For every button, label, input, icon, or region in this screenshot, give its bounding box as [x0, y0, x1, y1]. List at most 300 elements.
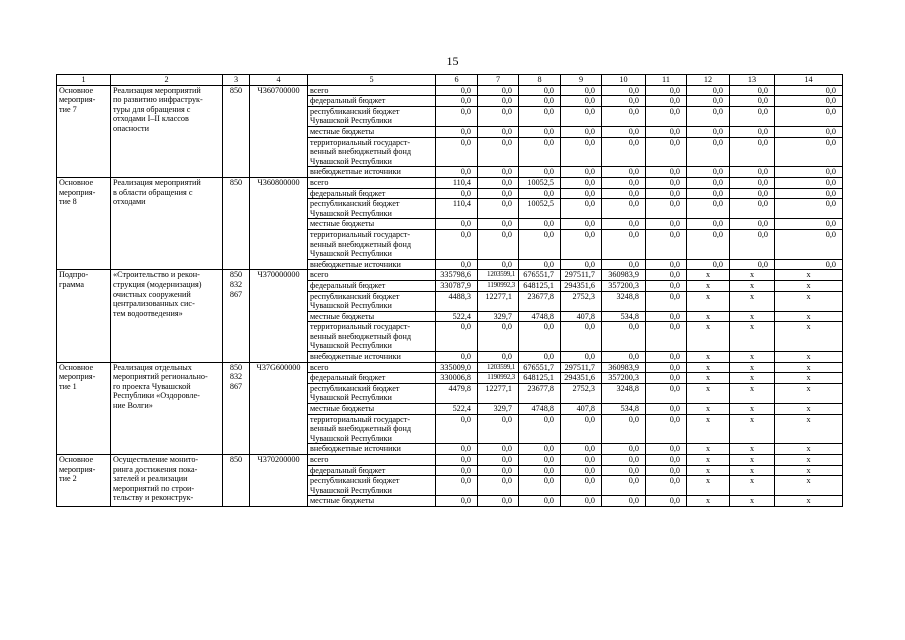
amount-cell: 0,0 [436, 126, 478, 137]
table-row [57, 85, 843, 96]
amount-cell: x [730, 465, 775, 476]
funding-source-line: федеральный бюджет [310, 465, 386, 475]
amount-cell: 0,0 [561, 496, 602, 507]
funding-source-line: федеральный бюджет [310, 96, 386, 106]
amount-cell: 0,0 [436, 496, 478, 507]
program-name-line: мероприятий регионально- [113, 372, 208, 382]
amount-cell: 0,0 [730, 85, 775, 96]
amount-cell: 676551,7 [519, 270, 561, 281]
funding-source-line: Чувашской Республики [310, 341, 392, 351]
amount-cell: 0,0 [602, 85, 646, 96]
amount-cell: 357200,3 [602, 280, 646, 291]
amount-cell: 0,0 [602, 199, 646, 219]
amount-cell: x [687, 465, 730, 476]
amount-cell: 4488,3 [436, 291, 478, 311]
status-type-line: мероприя- [59, 187, 96, 197]
amount-cell: 0,0 [687, 85, 730, 96]
amount-cell: 294351,6 [561, 373, 602, 384]
grbs-code-line: 850 [229, 270, 243, 280]
amount-cell: x [687, 476, 730, 496]
amount-cell: 0,0 [602, 476, 646, 496]
amount-cell: 0,0 [561, 96, 602, 107]
program-name-line: очистных сооружений [113, 289, 191, 299]
funding-source [308, 137, 436, 167]
amount-cell: x [687, 362, 730, 373]
amount-cell: 23677,8 [519, 291, 561, 311]
program-name-line: отходами I–II классов [113, 114, 189, 124]
amount-cell: 3248,8 [602, 291, 646, 311]
amount-cell: 0,0 [478, 85, 519, 96]
amount-cell: x [687, 280, 730, 291]
amount-cell: 0,0 [646, 352, 687, 363]
funding-source-line: всего [310, 270, 329, 280]
amount-cell: 0,0 [561, 85, 602, 96]
funding-source [308, 414, 436, 444]
amount-cell: x [687, 404, 730, 415]
amount-cell: 0,0 [602, 188, 646, 199]
amount-cell: x [775, 311, 843, 322]
amount-cell: x [687, 322, 730, 352]
budget-classification-code: Ч360700000 [250, 85, 308, 177]
funding-source-line: всего [310, 362, 329, 372]
amount-cell: 0,0 [646, 496, 687, 507]
amount-cell: 0,0 [775, 177, 843, 188]
amount-cell: x [730, 352, 775, 363]
table-row [57, 455, 843, 466]
amount-cell: 0,0 [646, 404, 687, 415]
amount-cell: 0,0 [436, 414, 478, 444]
amount-cell: 4479,8 [436, 383, 478, 403]
funding-source-line: местные бюджеты [310, 126, 375, 136]
funding-source [308, 322, 436, 352]
amount-cell: 0,0 [602, 259, 646, 270]
program-name-line: Осуществление монито- [113, 455, 199, 465]
amount-cell: 0,0 [519, 137, 561, 167]
amount-cell: x [775, 291, 843, 311]
amount-cell: 2752,3 [561, 383, 602, 403]
amount-cell: x [687, 383, 730, 403]
amount-cell: 0,0 [436, 219, 478, 230]
amount-cell: 0,0 [646, 444, 687, 455]
grbs-code [223, 362, 250, 454]
funding-source-line: территориальный государст- [310, 137, 411, 147]
amount-cell: x [775, 383, 843, 403]
amount-cell: 0,0 [478, 219, 519, 230]
amount-cell: 0,0 [646, 219, 687, 230]
status-type-line: тие 8 [59, 197, 77, 207]
amount-cell: 0,0 [561, 322, 602, 352]
amount-cell: 23677,8 [519, 383, 561, 403]
amount-cell: 0,0 [602, 177, 646, 188]
amount-cell: x [687, 414, 730, 444]
amount-cell: x [730, 270, 775, 281]
funding-source [308, 455, 436, 466]
amount-cell: 0,0 [730, 229, 775, 259]
amount-cell: x [775, 414, 843, 444]
column-number: 2 [111, 75, 223, 86]
amount-cell: 0,0 [436, 352, 478, 363]
amount-cell: 0,0 [478, 229, 519, 259]
amount-cell: 0,0 [478, 444, 519, 455]
status-type [57, 85, 111, 177]
amount-cell: x [775, 362, 843, 373]
funding-source-line: Чувашской Республики [310, 116, 392, 126]
amount-cell: 0,0 [730, 199, 775, 219]
status-type-line: тие 7 [59, 104, 77, 114]
amount-cell: 297511,7 [561, 270, 602, 281]
budget-classification-code: Ч37G600000 [250, 362, 308, 454]
funding-source [308, 373, 436, 384]
program-name-line: зателей и реализации [113, 474, 188, 484]
amount-cell: x [687, 291, 730, 311]
funding-source-line: территориальный государст- [310, 229, 411, 239]
amount-cell: 0,0 [519, 476, 561, 496]
amount-cell: 0,0 [519, 219, 561, 230]
amount-cell: 335009,0 [436, 362, 478, 373]
amount-cell: 294351,6 [561, 280, 602, 291]
amount-cell: 329,7 [478, 311, 519, 322]
program-name-line: ние Волги» [113, 401, 153, 411]
grbs-code [223, 455, 250, 507]
amount-cell: 1190992,3 [478, 373, 519, 384]
amount-cell: x [730, 383, 775, 403]
funding-source-line: венный внебюджетный фонд [310, 331, 412, 341]
amount-cell: 110,4 [436, 199, 478, 219]
column-number: 11 [646, 75, 687, 86]
amount-cell: 0,0 [775, 137, 843, 167]
amount-cell: 2752,3 [561, 291, 602, 311]
program-name [111, 270, 223, 362]
amount-cell: x [730, 476, 775, 496]
amount-cell: 0,0 [436, 476, 478, 496]
amount-cell: x [687, 455, 730, 466]
program-name-line: Реализация мероприятий [113, 85, 201, 95]
amount-cell: 0,0 [730, 126, 775, 137]
amount-cell: 0,0 [730, 137, 775, 167]
amount-cell: 0,0 [602, 496, 646, 507]
amount-cell: 0,0 [646, 126, 687, 137]
amount-cell: 0,0 [436, 322, 478, 352]
amount-cell: 0,0 [436, 167, 478, 178]
amount-cell: x [730, 362, 775, 373]
amount-cell: x [775, 444, 843, 455]
amount-cell: 10052,5 [519, 177, 561, 188]
amount-cell: 357200,3 [602, 373, 646, 384]
column-number: 13 [730, 75, 775, 86]
amount-cell: 407,8 [561, 311, 602, 322]
grbs-code-line: 850 [229, 362, 243, 372]
amount-cell: 1203599,1 [478, 270, 519, 281]
amount-cell: 0,0 [646, 96, 687, 107]
amount-cell: x [730, 291, 775, 311]
amount-cell: 0,0 [561, 188, 602, 199]
amount-cell: 0,0 [602, 219, 646, 230]
column-number: 9 [561, 75, 602, 86]
amount-cell: 0,0 [687, 167, 730, 178]
amount-cell: 0,0 [561, 126, 602, 137]
status-type-line: Основное [59, 85, 94, 95]
program-name-line: тем водоотведения» [113, 308, 183, 318]
program-name-line: туры для обращения с [113, 104, 191, 114]
amount-cell: 0,0 [561, 476, 602, 496]
amount-cell: x [775, 352, 843, 363]
funding-source [308, 465, 436, 476]
funding-source-line: местные бюджеты [310, 404, 375, 414]
program-name-line: по развитию инфраструк- [113, 95, 203, 105]
amount-cell: 0,0 [436, 229, 478, 259]
amount-cell: 0,0 [478, 199, 519, 219]
status-type [57, 270, 111, 362]
amount-cell: 0,0 [602, 229, 646, 259]
amount-cell: 0,0 [478, 414, 519, 444]
amount-cell: 0,0 [519, 167, 561, 178]
funding-source [308, 106, 436, 126]
amount-cell: 0,0 [436, 188, 478, 199]
funding-source-line: внебюджетные источники [310, 167, 401, 177]
amount-cell: 330787,9 [436, 280, 478, 291]
amount-cell: x [775, 270, 843, 281]
table-row [57, 270, 843, 281]
grbs-code-line: 867 [229, 289, 243, 299]
amount-cell: x [730, 373, 775, 384]
amount-cell: 0,0 [646, 259, 687, 270]
amount-cell: 0,0 [561, 455, 602, 466]
status-type-line: мероприя- [59, 95, 96, 105]
budget-classification-code: Ч370000000 [250, 270, 308, 362]
column-number: 8 [519, 75, 561, 86]
amount-cell: x [730, 311, 775, 322]
amount-cell: 0,0 [730, 96, 775, 107]
funding-source-line: внебюджетные источники [310, 352, 401, 362]
amount-cell: x [730, 280, 775, 291]
funding-source-line: венный внебюджетный фонд [310, 147, 412, 157]
grbs-code-line: 832 [229, 372, 243, 382]
amount-cell: 0,0 [775, 167, 843, 178]
amount-cell: 360983,9 [602, 270, 646, 281]
amount-cell: 0,0 [561, 137, 602, 167]
funding-source-line: местные бюджеты [310, 496, 375, 506]
amount-cell: 0,0 [730, 259, 775, 270]
amount-cell: 1190992,3 [478, 280, 519, 291]
amount-cell: 0,0 [519, 496, 561, 507]
amount-cell: 0,0 [478, 496, 519, 507]
amount-cell: 0,0 [436, 259, 478, 270]
budget-table [56, 74, 843, 507]
amount-cell: 0,0 [602, 106, 646, 126]
column-number: 12 [687, 75, 730, 86]
amount-cell: 0,0 [687, 199, 730, 219]
amount-cell: 0,0 [436, 455, 478, 466]
amount-cell: 0,0 [561, 199, 602, 219]
amount-cell: 0,0 [561, 177, 602, 188]
column-number: 3 [223, 75, 250, 86]
program-name [111, 85, 223, 177]
amount-cell: 0,0 [519, 465, 561, 476]
program-name-line: ринга достижения пока- [113, 464, 198, 474]
amount-cell: 0,0 [561, 414, 602, 444]
funding-source [308, 496, 436, 507]
status-type-line: тие 2 [59, 474, 77, 484]
table-row [57, 177, 843, 188]
amount-cell: 0,0 [730, 188, 775, 199]
funding-source-line: венный внебюджетный фонд [310, 424, 412, 434]
amount-cell: x [775, 455, 843, 466]
funding-source [308, 199, 436, 219]
funding-source [308, 444, 436, 455]
amount-cell: 0,0 [775, 96, 843, 107]
page-number: 15 [446, 54, 459, 68]
amount-cell: 0,0 [646, 476, 687, 496]
column-number: 5 [308, 75, 436, 86]
amount-cell: x [687, 311, 730, 322]
funding-source-line: территориальный государст- [310, 414, 411, 424]
amount-cell: 0,0 [436, 444, 478, 455]
column-number: 14 [775, 75, 843, 86]
amount-cell: 0,0 [687, 96, 730, 107]
amount-cell: 0,0 [646, 291, 687, 311]
amount-cell: 0,0 [478, 455, 519, 466]
amount-cell: 0,0 [478, 177, 519, 188]
amount-cell: 12277,1 [478, 291, 519, 311]
funding-source-line: Чувашской Республики [310, 208, 392, 218]
amount-cell: 0,0 [687, 106, 730, 126]
amount-cell: 0,0 [436, 106, 478, 126]
amount-cell: 329,7 [478, 404, 519, 415]
amount-cell: x [730, 444, 775, 455]
funding-source-line: всего [310, 455, 329, 465]
amount-cell: 0,0 [646, 373, 687, 384]
funding-source-line: Чувашской Республики [310, 485, 392, 495]
funding-source [308, 96, 436, 107]
funding-source [308, 259, 436, 270]
amount-cell: 360983,9 [602, 362, 646, 373]
amount-cell: 0,0 [646, 322, 687, 352]
status-type-line: Подпро- [59, 270, 89, 280]
amount-cell: 0,0 [775, 106, 843, 126]
funding-source [308, 177, 436, 188]
amount-cell: 0,0 [687, 259, 730, 270]
program-name-line: отходами [113, 197, 146, 207]
amount-cell: x [775, 280, 843, 291]
amount-cell: 0,0 [436, 137, 478, 167]
amount-cell: 0,0 [602, 322, 646, 352]
amount-cell: x [687, 496, 730, 507]
amount-cell: 0,0 [687, 126, 730, 137]
amount-cell: 0,0 [519, 126, 561, 137]
amount-cell: 0,0 [519, 414, 561, 444]
column-number: 7 [478, 75, 519, 86]
status-type-line: тие 1 [59, 381, 77, 391]
amount-cell: 522,4 [436, 311, 478, 322]
budget-classification-code: Ч370200000 [250, 455, 308, 507]
amount-cell: 0,0 [519, 352, 561, 363]
funding-source [308, 383, 436, 403]
funding-source-line: венный внебюджетный фонд [310, 239, 412, 249]
status-type [57, 455, 111, 507]
funding-source-line: внебюджетные источники [310, 259, 401, 269]
status-type-line: Основное [59, 177, 94, 187]
amount-cell: 0,0 [775, 188, 843, 199]
amount-cell: 0,0 [519, 444, 561, 455]
program-name-line: Реализация мероприятий [113, 177, 201, 187]
funding-source-line: республиканский бюджет [310, 106, 400, 116]
amount-cell: x [775, 373, 843, 384]
amount-cell: 0,0 [687, 219, 730, 230]
amount-cell: 0,0 [775, 199, 843, 219]
amount-cell: 0,0 [646, 167, 687, 178]
budget-classification-code: Ч360800000 [250, 177, 308, 269]
amount-cell: 0,0 [646, 270, 687, 281]
amount-cell: 407,8 [561, 404, 602, 415]
amount-cell: 0,0 [775, 126, 843, 137]
amount-cell: 0,0 [775, 259, 843, 270]
funding-source-line: территориальный государст- [310, 322, 411, 332]
program-name-line: го проекта Чувашской [113, 381, 191, 391]
amount-cell: x [687, 270, 730, 281]
status-type-line: мероприя- [59, 464, 96, 474]
program-name-line: тельству и реконструк- [113, 493, 194, 503]
table-row [57, 362, 843, 373]
amount-cell: 0,0 [478, 126, 519, 137]
funding-source [308, 291, 436, 311]
funding-source-line: местные бюджеты [310, 311, 375, 321]
amount-cell: 0,0 [561, 352, 602, 363]
amount-cell: 297511,7 [561, 362, 602, 373]
amount-cell: 0,0 [519, 188, 561, 199]
amount-cell: 0,0 [602, 444, 646, 455]
amount-cell: 0,0 [478, 188, 519, 199]
amount-cell: x [730, 414, 775, 444]
amount-cell: 0,0 [519, 455, 561, 466]
funding-source [308, 352, 436, 363]
amount-cell: 0,0 [646, 311, 687, 322]
amount-cell: 0,0 [478, 465, 519, 476]
amount-cell: 0,0 [561, 219, 602, 230]
funding-source-line: внебюджетные источники [310, 444, 401, 454]
funding-source-line: всего [310, 177, 329, 187]
amount-cell: 0,0 [687, 177, 730, 188]
funding-source [308, 280, 436, 291]
program-name [111, 177, 223, 269]
grbs-code [223, 177, 250, 269]
funding-source [308, 362, 436, 373]
amount-cell: 0,0 [775, 229, 843, 259]
column-number: 6 [436, 75, 478, 86]
funding-source-line: Чувашской Республики [310, 433, 392, 443]
amount-cell: 0,0 [646, 85, 687, 96]
status-type [57, 177, 111, 269]
funding-source-line: республиканский бюджет [310, 476, 400, 486]
amount-cell: 0,0 [478, 137, 519, 167]
funding-source-line: всего [310, 85, 329, 95]
amount-cell: 648125,1 [519, 373, 561, 384]
amount-cell: 0,0 [519, 85, 561, 96]
funding-source-line: Чувашской Республики [310, 393, 392, 403]
funding-source [308, 126, 436, 137]
amount-cell: x [730, 322, 775, 352]
funding-source-line: Чувашской Республики [310, 249, 392, 259]
amount-cell: x [775, 322, 843, 352]
amount-cell: x [730, 496, 775, 507]
amount-cell: 0,0 [436, 96, 478, 107]
amount-cell: 0,0 [519, 322, 561, 352]
amount-cell: 0,0 [730, 177, 775, 188]
amount-cell: 0,0 [775, 219, 843, 230]
amount-cell: 0,0 [646, 280, 687, 291]
amount-cell: 0,0 [478, 476, 519, 496]
program-name-line: в области обращения с [113, 187, 193, 197]
status-type-line: грамма [59, 279, 85, 289]
